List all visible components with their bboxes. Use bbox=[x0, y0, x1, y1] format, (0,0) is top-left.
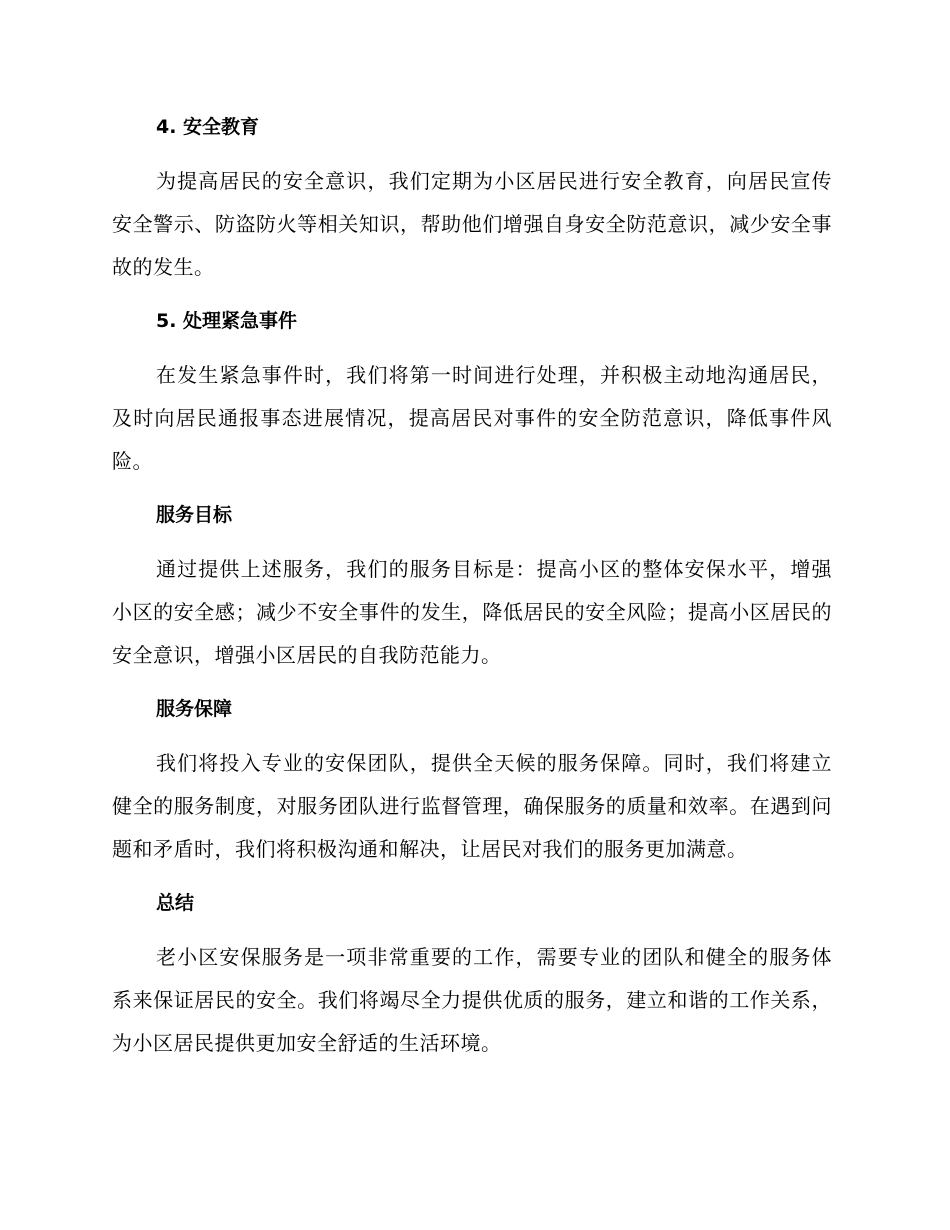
section-emergency-handling bbox=[112, 301, 832, 483]
section-paragraph: 在发生紧急事件时，我们将第一时间进行处理，并积极主动地沟通居民，及时向居民通报事态进展情况，提高居民对事件的安全防范意识，降低事件风险。 bbox=[112, 363, 832, 473]
section-heading: 总结 bbox=[156, 892, 195, 914]
section-heading: 5. 处理紧急事件 bbox=[156, 310, 298, 332]
section-heading: 服务保障 bbox=[156, 698, 233, 720]
section-service-guarantee bbox=[112, 689, 832, 871]
section-summary bbox=[112, 883, 832, 1065]
document-body bbox=[112, 107, 832, 1077]
section-paragraph: 为提高居民的安全意识，我们定期为小区居民进行安全教育，向居民宣传安全警示、防盗防火等相关知识，帮助他们增强自身安全防范意识，减少安全事故的发生。 bbox=[112, 169, 832, 279]
section-heading: 服务目标 bbox=[156, 504, 233, 526]
section-paragraph: 通过提供上述服务，我们的服务目标是：提高小区的整体安保水平，增强小区的安全感；减少不安全事件的发生，降低居民的安全风险；提高小区居民的安全意识，增强小区居民的自我防范能力。 bbox=[112, 557, 832, 667]
section-paragraph: 我们将投入专业的安保团队，提供全天候的服务保障。同时，我们将建立健全的服务制度，对服务团队进行监督管理，确保服务的质量和效率。在遇到问题和矛盾时，我们将积极沟通和解决，让居民对我们的服务更加满意。 bbox=[112, 751, 832, 861]
section-safety-education bbox=[112, 107, 832, 289]
section-paragraph: 老小区安保服务是一项非常重要的工作，需要专业的团队和健全的服务体系来保证居民的安全。我们将竭尽全力提供优质的服务，建立和谐的工作关系，为小区居民提供更加安全舒适的生活环境。 bbox=[112, 945, 832, 1055]
section-service-goals bbox=[112, 495, 832, 677]
section-heading: 4. 安全教育 bbox=[156, 116, 260, 138]
